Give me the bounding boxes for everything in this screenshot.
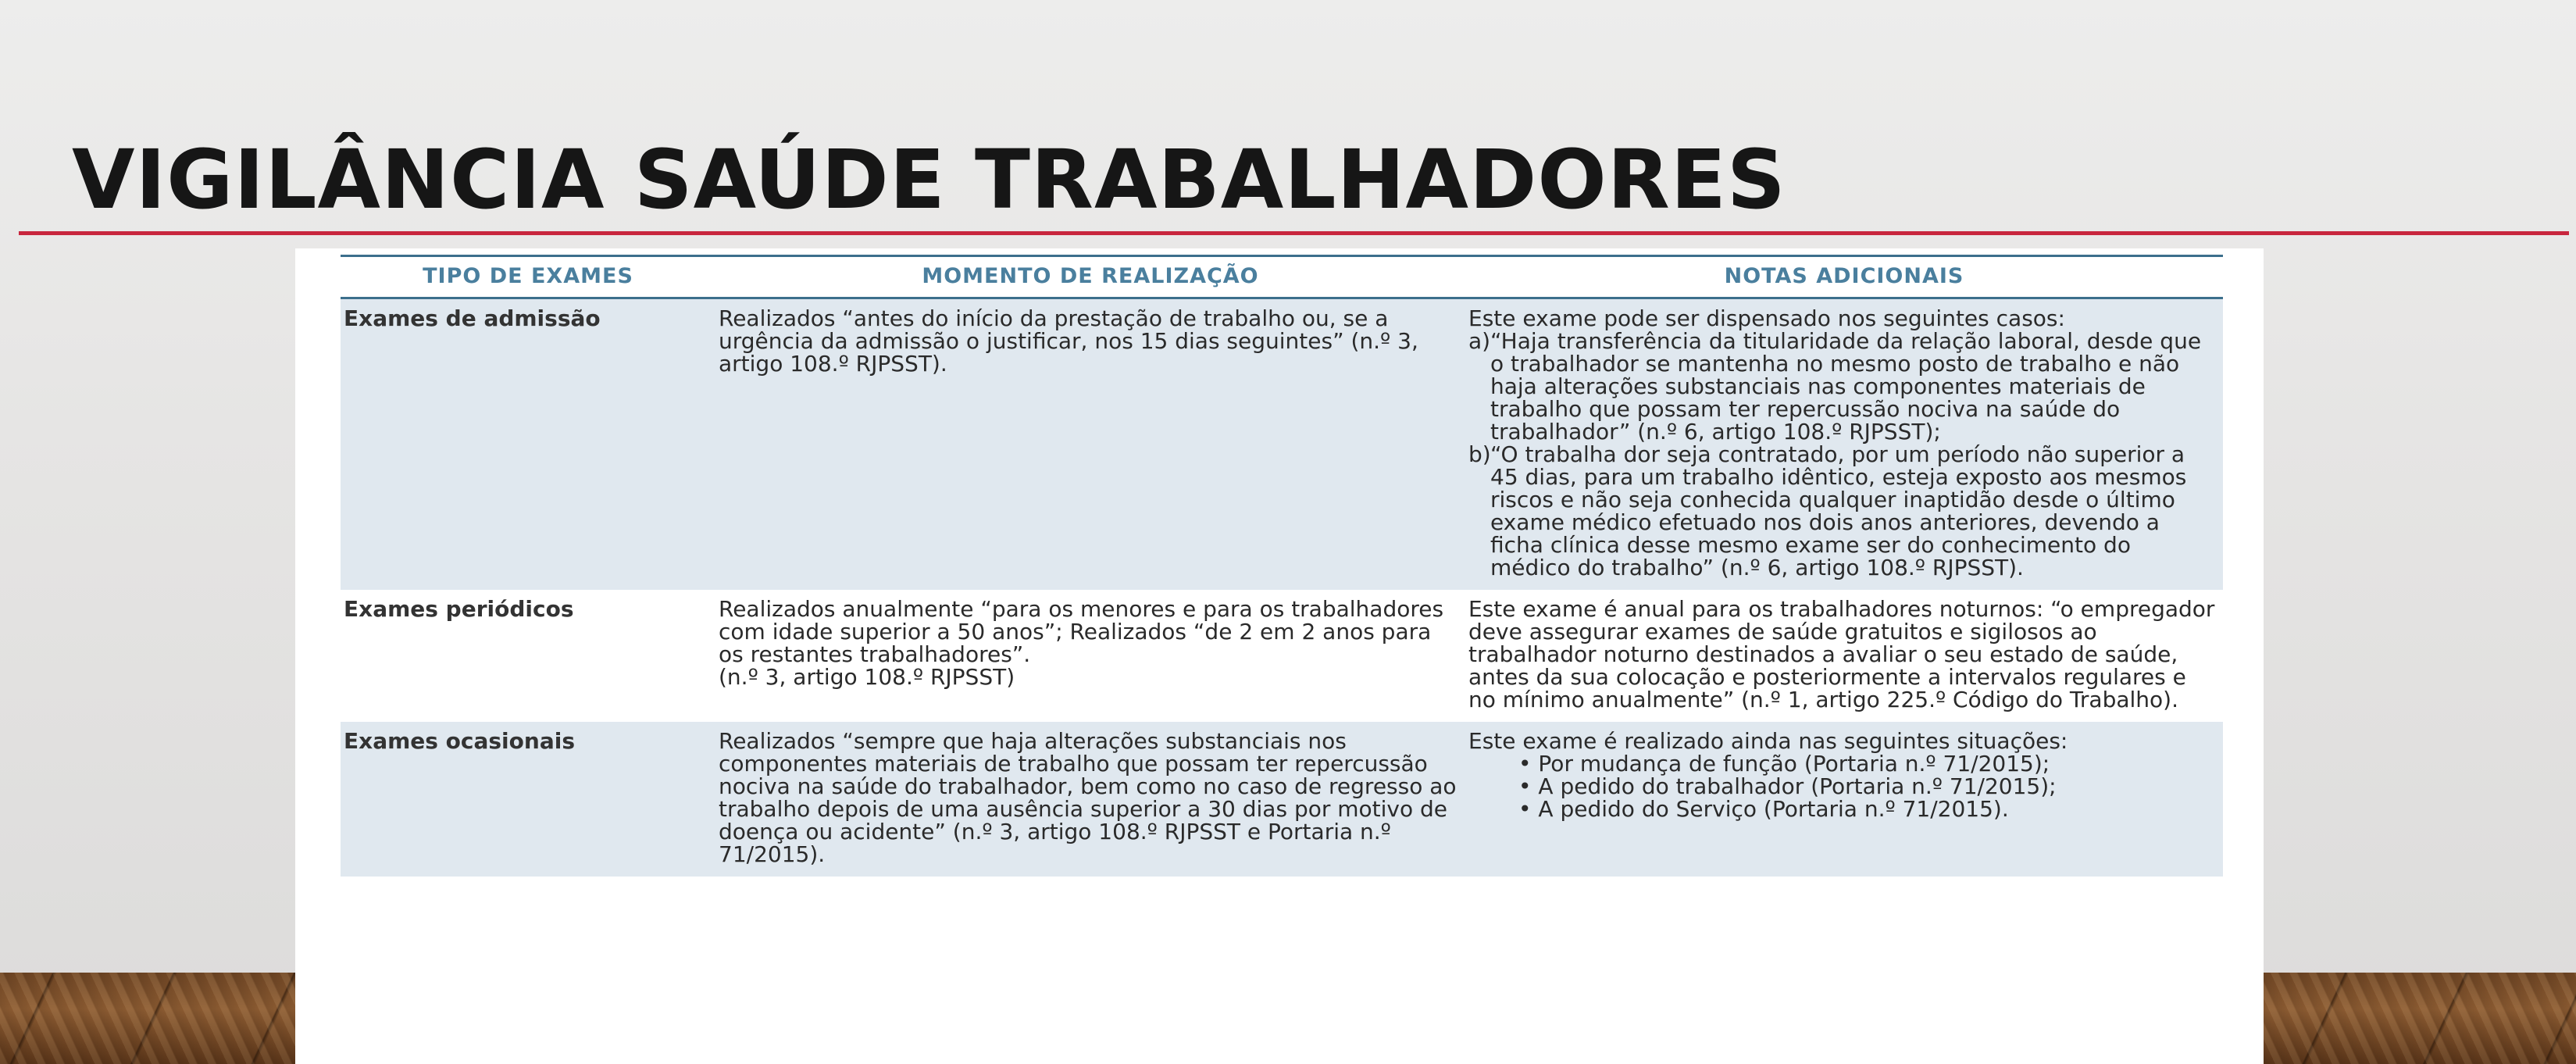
notes-intro: Este exame é realizado ainda nas seguintes situações: (1468, 728, 2068, 754)
moment-cell: Realizados “antes do início da prestação de trabalho ou, se a urgência da admissão o justificar, nos 15 dias seguintes” (n.º 3, artigo 108.º RJPSST). (715, 298, 1465, 591)
notes-item-label: a) (1468, 328, 1491, 354)
table-row (341, 298, 2223, 591)
table-image-panel (295, 248, 2264, 1064)
notes-bullet: • A pedido do trabalhador (Portaria n.º 71/2015); (1518, 775, 2217, 798)
notes-item-label: b) (1468, 441, 1491, 467)
moment-cell (715, 590, 1465, 722)
notes-cell (1465, 722, 2223, 877)
exam-type-cell: Exames periódicos (344, 596, 574, 622)
slide-title: VIGILÂNCIA SAÚDE TRABALHADORES (72, 132, 1786, 227)
notes-bullet: • A pedido do Serviço (Portaria n.º 71/2015). (1518, 798, 2217, 820)
notes-cell: Este exame é anual para os trabalhadores noturnos: “o empregador deve assegurar exames de saúde gratuitos e sigilosos ao trabalhador noturno destinados a avaliar o seu estado de saúde, antes da sua colocação e posteriormente a intervalos regulares e no mínimo anualmente” (n.º 1, artigo 225.º Código do Trabalho). (1468, 596, 2215, 712)
notes-item (1468, 443, 2217, 579)
table-row (341, 722, 2223, 877)
notes-item-text: “Haja transferência da titularidade da relação laboral, desde que o trabalhador se mantenha no mesmo posto de trabalho e não haja alterações substanciais nas componentes materiais de trabalho que possam ter repercussão nociva na saúde do trabalhador” (n.º 6, artigo 108.º RJPSST); (1490, 328, 2202, 445)
notes-item-text: “O trabalha dor seja contratado, por um período não superior a 45 dias, para um trabalho idêntico, esteja exposto aos mesmos riscos e não seja conhecida qualquer inaptidão desde o último exame médico efetuado nos dois anos anteriores, devendo a ficha clínica desse mesmo exame ser do conhecimento do médico do trabalho” (n.º 6, artigo 108.º RJPSST). (1490, 441, 2187, 580)
title-underline (19, 231, 2569, 235)
exam-type-cell: Exames ocasionais (341, 722, 715, 877)
notes-item (1468, 330, 2217, 443)
exam-type-cell: Exames de admissão (341, 298, 715, 591)
moment-cell: Realizados “sempre que haja alterações substanciais nos componentes materiais de trabalho que possam ter repercussão nociva na saúde do trabalhador, bem como no caso de regresso ao trabalho depois de uma ausência superior a 30 dias por motivo de doença ou acidente” (n.º 3, artigo 108.º RJPSST e Portaria n.º 71/2015). (715, 722, 1465, 877)
notes-bullet-list (1468, 752, 2217, 820)
notes-intro: Este exame pode ser dispensado nos seguintes casos: (1468, 305, 2065, 331)
header-tipo-de-exames: TIPO DE EXAMES (341, 256, 715, 298)
table-header-row (341, 256, 2223, 298)
notes-cell (1465, 298, 2223, 591)
exams-table (341, 255, 2223, 877)
moment-reference: (n.º 3, artigo 108.º RJPSST) (719, 664, 1015, 690)
moment-text: Realizados anualmente “para os menores e para os trabalhadores com idade superior a 50 anos”; Realizados “de 2 em 2 anos para os restantes trabalhadores”. (719, 596, 1444, 667)
table-row (341, 590, 2223, 722)
notes-bullet: • Por mudança de função (Portaria n.º 71/2015); (1518, 752, 2217, 775)
header-notas-adicionais: NOTAS ADICIONAIS (1465, 256, 2223, 298)
header-momento-de-realizacao: MOMENTO DE REALIZAÇÃO (715, 256, 1465, 298)
